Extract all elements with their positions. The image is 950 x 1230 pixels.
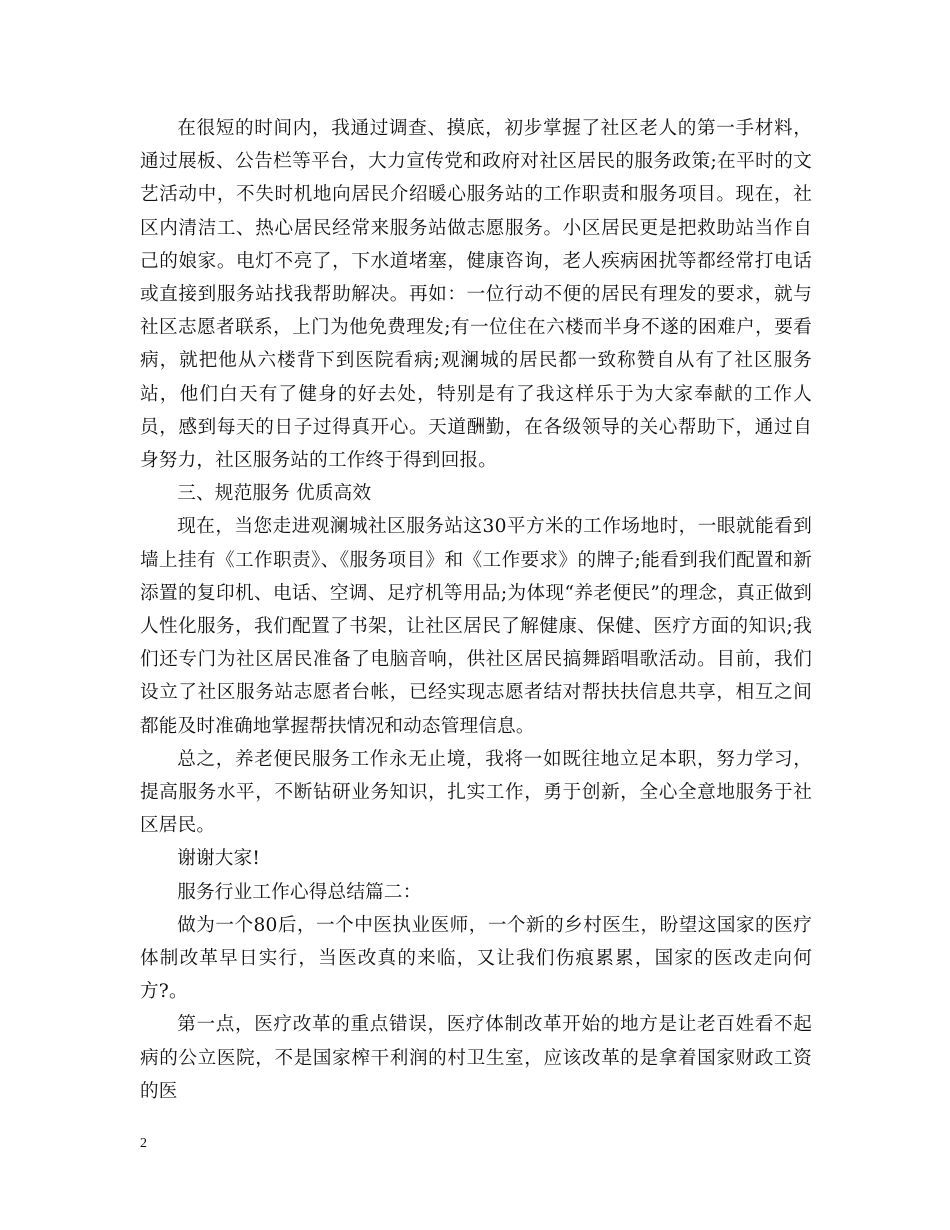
paragraph-medical-reform-intro: 做为一个80后，一个中医执业医师，一个新的乡村医生，盼望这国家的医疗体制改革早日实行，当医改真的来临，又让我们伤痕累累，国家的医改走向何方?。: [140, 914, 812, 1003]
paragraph-first-point: 第一点，医疗改革的重点错误，医疗体制改革开始的地方是让老百姓看不起病的公立医院，不是国家榨干利润的村卫生室，应该改革的是拿着国家财政工资的医: [140, 1014, 812, 1102]
section-heading-standardized-service: 三、规范服务 优质高效: [177, 483, 372, 505]
paragraph-community-work: 在很短的时间内，我通过调查、摸底，初步掌握了社区老人的第一手材料，通过展板、公告栏等平台，大力宣传党和政府对社区居民的服务政策;在平时的文艺活动中，不失时机地向居民介绍暖心服务站的工作职责和服务项目。现在，社区内清洁工、热心居民经常来服务站做志愿服务。小区居民更是把救助站当作自己的娘家。电灯不亮了，下水道堵塞，健康咨询，老人疾病困扰等都经常打电话或直接到服务站找我帮助解决。再如：一位行动不便的居民有理发的要求，就与社区志愿者联系，上门为他免费理发;有一位住在六楼而半身不遂的困难户，要看病，就把他从六楼背下到医院看病;观澜城的居民都一致称赞自从有了社区服务站，他们白天有了健身的好去处，特别是有了我这样乐于为大家奉献的工作人员，感到每天的日子过得真开心。天道酬勤，在各级领导的关心帮助下，通过自身努力，社区服务站的工作终于得到回报。: [140, 118, 812, 472]
paragraph-thanks: 谢谢大家!: [177, 848, 261, 870]
page-number: 2: [140, 1136, 147, 1151]
paragraph-conclusion: 总之，养老便民服务工作永无止境，我将一如既往地立足本职，努力学习，提高服务水平，不断钻研业务知识，扎实工作，勇于创新，全心全意地服务于社区居民。: [140, 748, 812, 837]
section-heading-part-two: 服务行业工作心得总结篇二：: [177, 881, 422, 903]
paragraph-service-station: 现在，当您走进观澜城社区服务站这30平方米的工作场地时，一眼就能看到墙上挂有《工作职责》、《服务项目》和《工作要求》的牌子;能看到我们配置和新添置的复印机、电话、空调、足疗机等用品;为体现“养老便民”的理念，真正做到人性化服务，我们配置了书架，让社区居民了解健康、保健、医疗方面的知识;我们还专门为社区居民准备了电脑音响，供社区居民搞舞蹈唱歌活动。目前，我们设立了社区服务站志愿者台帐，已经实现志愿者结对帮扶扶信息共享，相互之间都能及时准确地掌握帮扶情况和动态管理信息。: [140, 516, 812, 737]
document-body: [140, 112, 812, 1108]
